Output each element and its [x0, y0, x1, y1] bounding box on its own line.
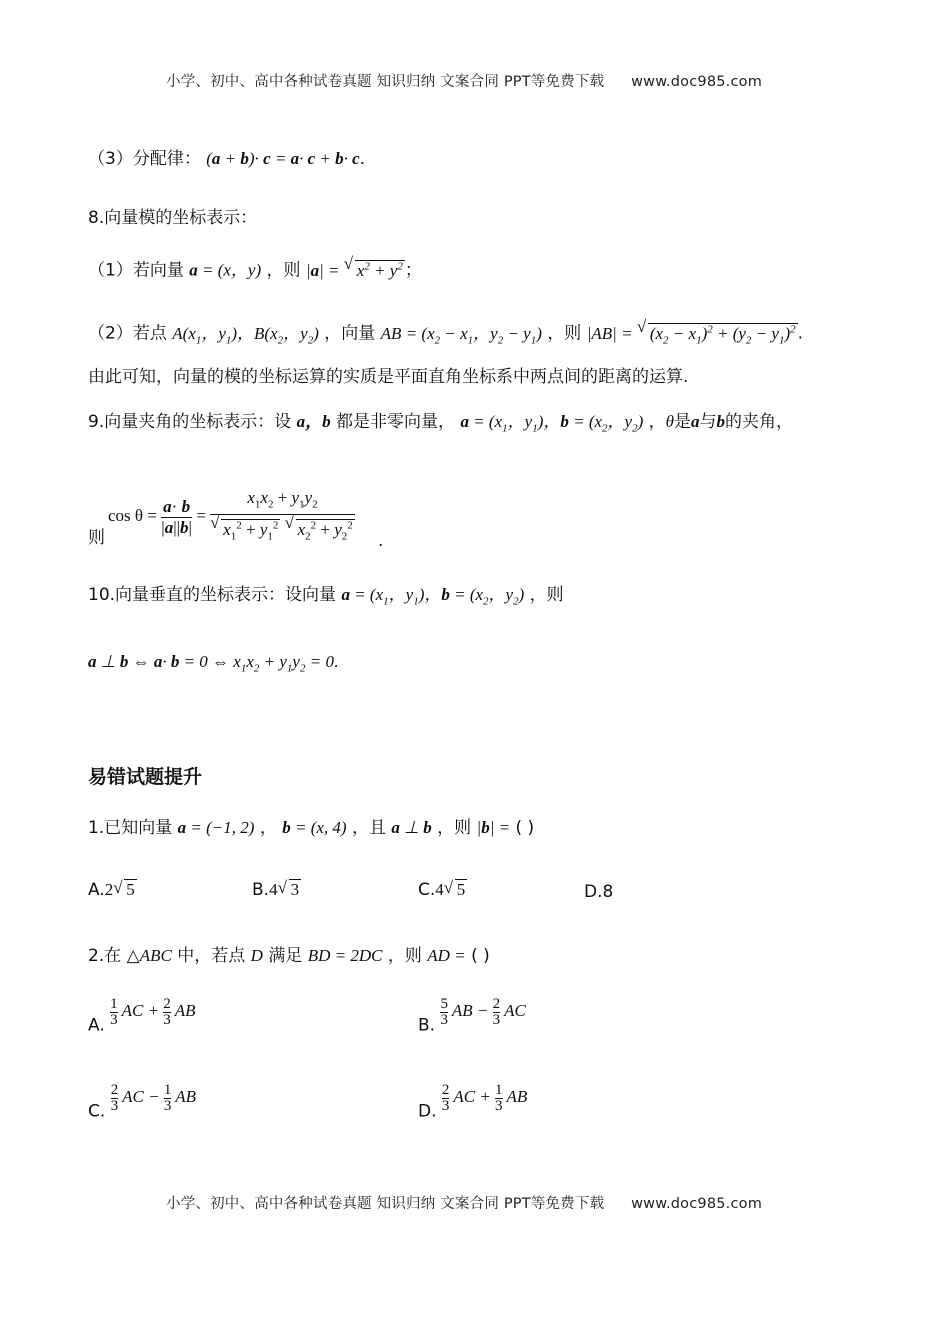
s8-1-then: ，则: [266, 260, 301, 281]
header-site[interactable]: www.doc985.com: [631, 74, 763, 90]
q2-option-c-value: $\frac{2}{3}$ AC − $\frac{1}{3}$ AB: [110, 1082, 197, 1114]
q1-stem-b: ，且: [351, 818, 386, 838]
footer-text: 小学、初中、高中各种试卷真题 知识归纳 文案合同 PPT等免费下载: [166, 1196, 605, 1212]
s10-vectors: $a = (x_1$，$y_1$)，$b = (x_2$，$y_2$): [341, 585, 525, 608]
s9-theta: θ: [665, 412, 675, 431]
q1-vec-a: a = (−1, 2): [177, 818, 255, 837]
q1-option-b-label: B.: [252, 880, 270, 900]
s9-theta-is: 是: [674, 412, 692, 432]
q2-stem-a: 2.在: [88, 946, 122, 966]
s8-2-formula: |AB| = √ $(x_2 - x_1)^2 + (y_2 - y_1)^2$: [587, 324, 798, 343]
q2-option-d-label: D.: [418, 1101, 437, 1122]
q1-vec-b: b = (x, 4): [282, 818, 347, 837]
q1-option-a[interactable]: [88, 880, 137, 900]
s9-and: 与: [699, 412, 717, 432]
q1-stem-a: 1.已知向量: [88, 818, 173, 838]
q2-option-c[interactable]: [88, 1083, 196, 1121]
q1-option-c-value: 4√ 5: [435, 880, 467, 899]
q2-option-d[interactable]: [418, 1083, 527, 1121]
q1-perp: a ⊥ b: [391, 818, 432, 837]
distributive-law: （3）分配律： (a + b)· c = a· c + b· c.: [88, 149, 366, 169]
q2-option-b-label: B.: [418, 1015, 436, 1036]
s8-2-label: （2）若点: [88, 323, 167, 344]
s8-2-then: ，则: [547, 323, 582, 344]
page-footer: [166, 1192, 762, 1213]
s10-formula: a ⊥ b ⇔ a· b = 0 ⇔ $x_1x_2 + y_1y_2 = 0$.: [88, 652, 339, 675]
q2-point: D: [250, 946, 263, 965]
s8-1-formula: |a| = √ $x^2 + y^2$: [306, 261, 405, 280]
q1-option-c[interactable]: [418, 880, 467, 900]
footer-site[interactable]: www.doc985.com: [631, 1196, 763, 1212]
q2-paren: ( ): [471, 946, 490, 966]
q2-ad: AD =: [427, 946, 466, 965]
distributive-label: （3）分配律：: [88, 149, 201, 169]
q2-option-b-value: $\frac{5}{3}$ AB − $\frac{2}{3}$ AC: [440, 996, 526, 1028]
s9-then: 则: [88, 528, 105, 548]
q2-stem-b: 中，若点: [177, 946, 246, 966]
s8-item-2: （2）若点 $A(x_1$，$y_1$)，$B(x_2$，$y_2$) ，向量 AB = ($x_2 - x_1$，$y_2 - y_1$) ，则 |AB| = √ $(x_2 - x_1)^2 + (y_2 - y_1)^2$ .: [88, 318, 803, 351]
s9-angle: 的夹角，: [725, 412, 794, 432]
section-title: 易错试题提升: [88, 766, 203, 788]
q1-abs-b: |b| =: [476, 818, 511, 837]
s8-item-1: （1）若向量 a = (x，y) ，则 |a| = √ $x^2 + y^2$ ；: [88, 255, 422, 282]
s9-b: b: [716, 412, 726, 431]
s10-title: [88, 584, 564, 612]
q2-condition: BD = 2DC: [307, 946, 383, 965]
s10-title-text: 10.向量垂直的坐标表示：设向量: [88, 585, 337, 605]
q2-option-d-value: $\frac{2}{3}$ AC + $\frac{1}{3}$ AB: [441, 1082, 528, 1114]
s8-2-points: $A(x_1$，$y_1$)，$B(x_2$，$y_2$): [172, 323, 319, 347]
q1-option-a-label: A.: [88, 880, 105, 900]
q1-option-a-value: 2√ 5: [105, 880, 137, 899]
s9-ab: a，b: [296, 412, 331, 431]
q2-triangle: △ABC: [126, 946, 172, 965]
q2-option-b[interactable]: [418, 997, 526, 1035]
q1-option-d[interactable]: D.8: [584, 882, 614, 902]
s9-vectors: $a = (x_1$，$y_1$)，$b = (x_2$，$y_2$): [460, 412, 644, 435]
q2-stem: [88, 945, 490, 967]
s9-title: 9.向量夹角的坐标表示：设 a，b 都是非零向量， $a = (x_1$，$y_1$)，$b = (x_2$，$y_2$) ，θ是a与b的夹角，: [88, 412, 794, 435]
q1-paren: ( ): [515, 818, 535, 838]
q2-option-a-value: $\frac{1}{3}$ AC + $\frac{2}{3}$ AB: [110, 996, 196, 1028]
s9-period: .: [378, 531, 384, 551]
page-header: [166, 70, 762, 91]
q2-stem-d: ，则: [387, 946, 422, 966]
s10-then: ，则: [529, 585, 564, 605]
s9-title-text: 9.向量夹角的坐标表示：设: [88, 412, 292, 432]
s8-title: 8.向量模的坐标表示：: [88, 208, 258, 228]
q2-option-a-label: A.: [88, 1015, 105, 1036]
q1-option-b-value: 4√ 3: [269, 880, 301, 899]
s8-1-label: （1）若向量: [88, 260, 184, 281]
q2-option-c-label: C.: [88, 1101, 106, 1122]
s9-cos-formula: cos θ = $\frac{a\cdot b}{|a||b|}$ = $x_1x_2 + y_1y_2$ √ $x_1^2 + y_1^2$ √ $x_2^2 + y_2^2$: [108, 488, 355, 546]
distributive-formula: (a + b)· c = a· c + b· c: [206, 149, 360, 168]
s9-nonzero: 都是非零向量，: [336, 412, 456, 432]
s8-1-vec: a = (x，y): [189, 260, 262, 280]
q1-option-b[interactable]: [252, 880, 301, 900]
s8-2-vec: AB = ($x_2 - x_1$，$y_2 - y_1$): [380, 323, 542, 347]
q1-stem-c: ，则: [437, 818, 472, 838]
q2-stem-c: 满足: [268, 946, 303, 966]
q2-option-a[interactable]: [88, 997, 196, 1035]
s9-a: a: [691, 412, 700, 431]
q1-option-c-label: C.: [418, 880, 436, 900]
q1-stem: 1.已知向量 a = (−1, 2) ， b = (x, 4) ，且 a ⊥ b ，则 |b| = ( ): [88, 818, 535, 838]
header-text: 小学、初中、高中各种试卷真题 知识归纳 文案合同 PPT等免费下载: [166, 74, 605, 90]
s8-2-vec-label: ，向量: [324, 323, 376, 344]
s8-note: 由此可知，向量的模的坐标运算的实质是平面直角坐标系中两点间的距离的运算.: [88, 367, 689, 387]
